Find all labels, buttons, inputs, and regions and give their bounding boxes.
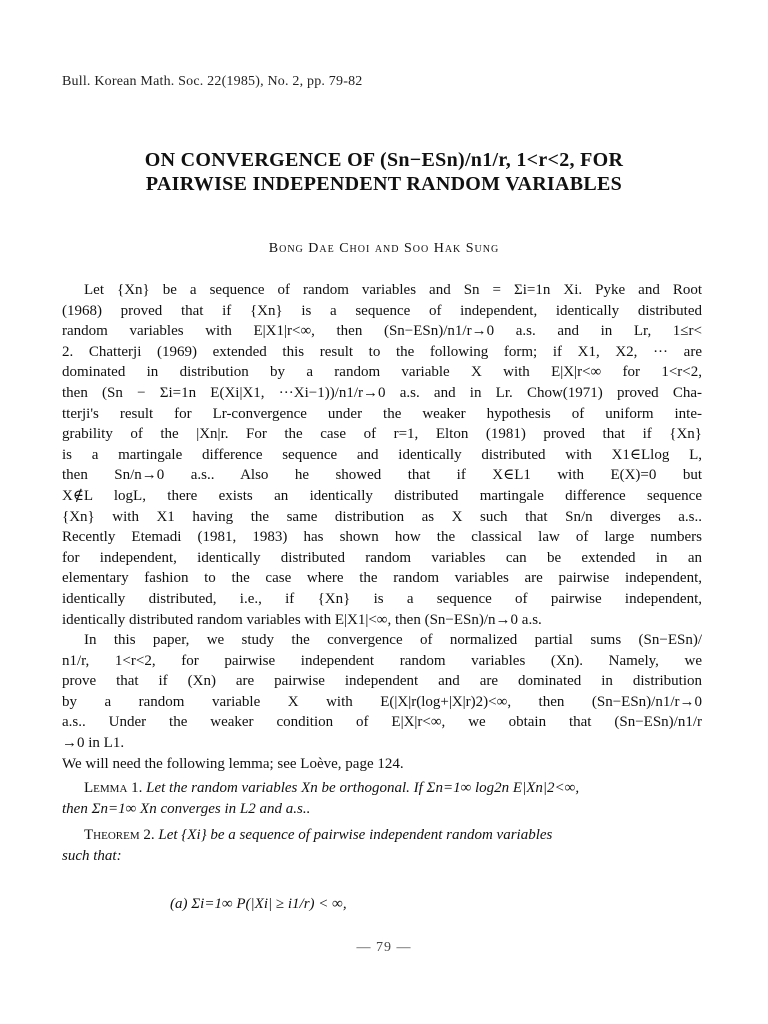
theorem-2	[62, 825, 702, 866]
text-line: prove that if (Xn) are pairwise independent and are dominated in distribution	[62, 673, 702, 690]
theorem-text: Let {Xi} be a sequence of pairwise independent random variables	[158, 827, 553, 844]
lemma-line	[62, 778, 702, 799]
text-line: identically distributed, i.e., if {Xn} is a sequence of pairwise independent,	[62, 590, 702, 607]
theorem-line	[62, 825, 702, 846]
text-line: then (Sn − Σi=1n E(Xi|X1, ···Xi−1))/n1/r→0 a.s. and in Lr. Chow(1971) proved Cha-	[62, 384, 702, 401]
lemma-text: Let the random variables Xn be orthogonal. If Σn=1∞ log2n E|Xn|2<∞,	[146, 780, 580, 797]
text-line: elementary fashion to the case where the random variables are pairwise independent,	[62, 570, 702, 587]
text-line: 2. Chatterji (1969) extended this result to the following form; if X1, X2, ··· are	[62, 343, 702, 360]
text-line: X∉L logL, there exists an identically distributed martingale difference sequence	[62, 487, 702, 504]
title-line: ON CONVERGENCE OF (Sn−ESn)/n1/r, 1<r<2, FOR	[144, 149, 624, 171]
condition-a: (a) Σi=1∞ P(|Xi| ≥ i1/r) < ∞,	[170, 896, 347, 912]
paper-body	[62, 280, 702, 867]
journal-header: Bull. Korean Math. Soc. 22(1985), No. 2, pp. 79-82	[62, 74, 363, 89]
paragraph-this-paper	[62, 630, 702, 754]
text-line: dominated in distribution by a random variable X with E|X|r<∞ for 1<r<2,	[62, 364, 702, 381]
text-line: grability of the |Xn|r. For the case of r=1, Elton (1981) proved that if {Xn}	[62, 426, 702, 443]
text-line: (1968) proved that if {Xn} is a sequence of independent, identically distributed	[62, 302, 702, 319]
text-line: random variables with E|X1|r<∞, then (Sn−ESn)/n1/r→0 a.s. and in Lr, 1≤r<	[62, 323, 702, 340]
authors: Bong Dae Choi and Soo Hak Sung	[268, 241, 500, 256]
page-number: — 79 —	[356, 940, 412, 955]
theorem-line	[62, 846, 702, 867]
lemma-label: Lemma 1.	[84, 780, 143, 797]
theorem-label: Theorem 2.	[84, 827, 155, 844]
theorem-text: such that:	[62, 848, 122, 865]
text-line: →0 in L1.	[62, 735, 125, 752]
text-line: tterji's result for Lr-convergence under the weaker hypothesis of uniform inte-	[62, 405, 702, 422]
title-line: PAIRWISE INDEPENDENT RANDOM VARIABLES	[145, 173, 623, 195]
lemma-intro: We will need the following lemma; see Loève, page 124.	[62, 755, 404, 772]
text-line: In this paper, we study the convergence of normalized partial sums (Sn−ESn)/	[84, 632, 702, 649]
text-line: then Sn/n→0 a.s.. Also he showed that if X∈L1 with E(X)=0 but	[62, 467, 702, 484]
lemma-text: then Σn=1∞ Xn converges in L2 and a.s..	[62, 800, 311, 817]
text-line: a.s.. Under the weaker condition of E|X|r<∞, we obtain that (Sn−ESn)/n1/r	[62, 714, 702, 731]
text-line: identically distributed random variables with E|X1|<∞, then (Sn−ESn)/n→0 a.s.	[62, 611, 542, 628]
text-line: {Xn} with X1 having the same distribution as X such that Sn/n diverges a.s..	[62, 508, 702, 525]
lemma-1	[62, 778, 702, 819]
text-line: Let {Xn} be a sequence of random variables and Sn = Σi=1n Xi. Pyke and Root	[84, 282, 702, 298]
text-line: by a random variable X with E(|X|r(log+|X|r)2)<∞, then (Sn−ESn)/n1/r→0	[62, 693, 702, 710]
text-line: n1/r, 1<r<2, for pairwise independent random variables (Xn). Namely, we	[62, 652, 702, 669]
paper-title	[60, 148, 708, 196]
lemma-line	[62, 799, 702, 820]
text-line: is a martingale difference sequence and identically distributed with X1∈Llog L,	[62, 446, 702, 463]
text-line: Recently Etemadi (1981, 1983) has shown how the classical law of large numbers	[62, 529, 702, 546]
paragraph-intro	[62, 280, 702, 630]
text-line: for independent, identically distributed random variables can be extended in an	[62, 549, 702, 566]
